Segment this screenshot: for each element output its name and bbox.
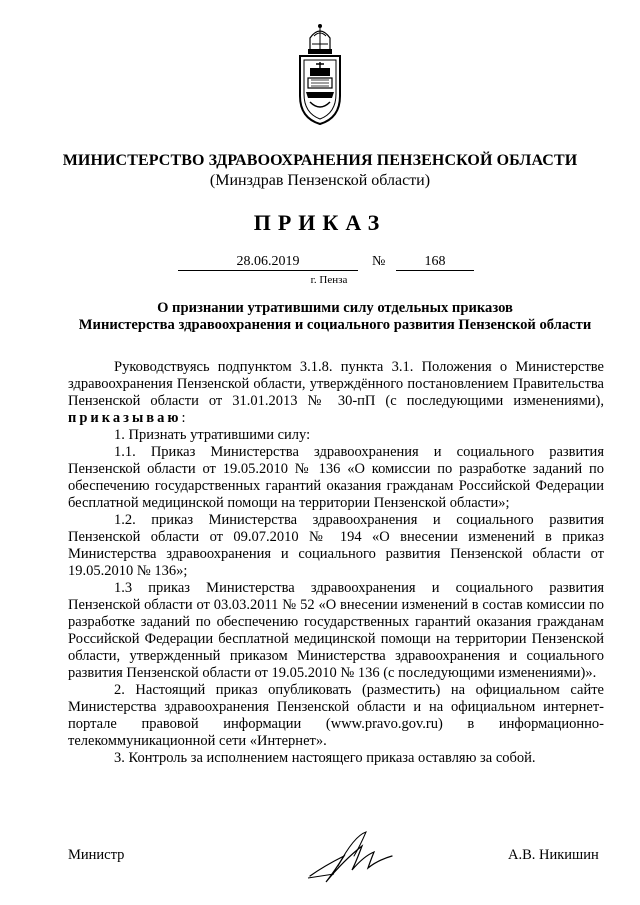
paragraph-1-2: 1.2. приказ Министерства здравоохранения и социального развития Пензенской области от 09.07.2010 № 194 «О внесении изменений в приказ Министерства здравоохранения и социального развития Пензенской области от 19.05.2010 № 136»; xyxy=(68,512,604,579)
order-word: приказываю xyxy=(68,410,182,426)
document-body xyxy=(68,359,604,767)
title-line-1: О признании утратившими силу отдельных приказов xyxy=(157,300,513,316)
paragraph-1-3: 1.3 приказ Министерства здравоохранения и социального развития Пензенской области от 03.03.2011 № 52 «О внесении изменений в состав комиссии по разработке заданий по обеспечению государственных гарантий оказания гражданам Российской Федерации бесплатной медицинской помощи на территории Пензенской области, утвержденный приказом Министерства здравоохранения и социального развития Пензенской области от 19.05.2010 № 136 (с последующими изменениями)». xyxy=(68,580,604,681)
signatory-name: А.В. Никишин xyxy=(508,847,599,863)
paragraph-3: 3. Контроль за исполнением настоящего приказа оставляю за собой. xyxy=(114,750,536,766)
order-word-tail: : xyxy=(181,410,186,426)
paragraph-1: 1. Признать утратившими силу: xyxy=(114,427,311,443)
order-date: 28.06.2019 xyxy=(178,254,358,271)
ministry-short-name: (Минздрав Пензенской области) xyxy=(209,172,431,189)
paragraph-2: 2. Настоящий приказ опубликовать (разместить) на официальном сайте Министерства здравоохранения Пензенской области и на официальном интернет-портале правовой информации (www.pravo.gov.ru) в информационно-телекоммуникационной сети «Интернет». xyxy=(68,682,604,749)
handwritten-signature-icon xyxy=(304,826,400,888)
ministry-name: МИНИСТЕРСТВО ЗДРАВООХРАНЕНИЯ ПЕНЗЕНСКОЙ ОБЛАСТИ xyxy=(62,152,578,169)
signatory-position: Министр xyxy=(68,847,125,863)
document-type: ПРИКАЗ xyxy=(253,210,387,235)
document-title xyxy=(0,300,640,334)
order-number: 168 xyxy=(396,254,474,271)
title-line-2: Министерства здравоохранения и социального развития Пензенской области xyxy=(78,317,592,333)
intro-paragraph xyxy=(68,359,604,427)
number-sign: № xyxy=(372,254,386,269)
paragraph-1-1: 1.1. Приказ Министерства здравоохранения и социального развития Пензенской области от 19.05.2010 № 136 «О комиссии по разработке заданий по обеспечению государственных гарантий оказания гражданам Российской Федерации бесплатной медицинской помощи на территории Пензенской области»; xyxy=(68,444,604,511)
intro-text: Руководствуясь подпунктом 3.1.8. пункта 3.1. Положения о Министерстве здравоохранения Пензенской области, утверждённого постановлением Правительства Пензенской области от 31.01.2013 № 30-пП (с последующими изменениями), xyxy=(68,359,604,409)
coat-of-arms-icon xyxy=(296,22,344,126)
city: г. Пенза xyxy=(310,274,348,286)
